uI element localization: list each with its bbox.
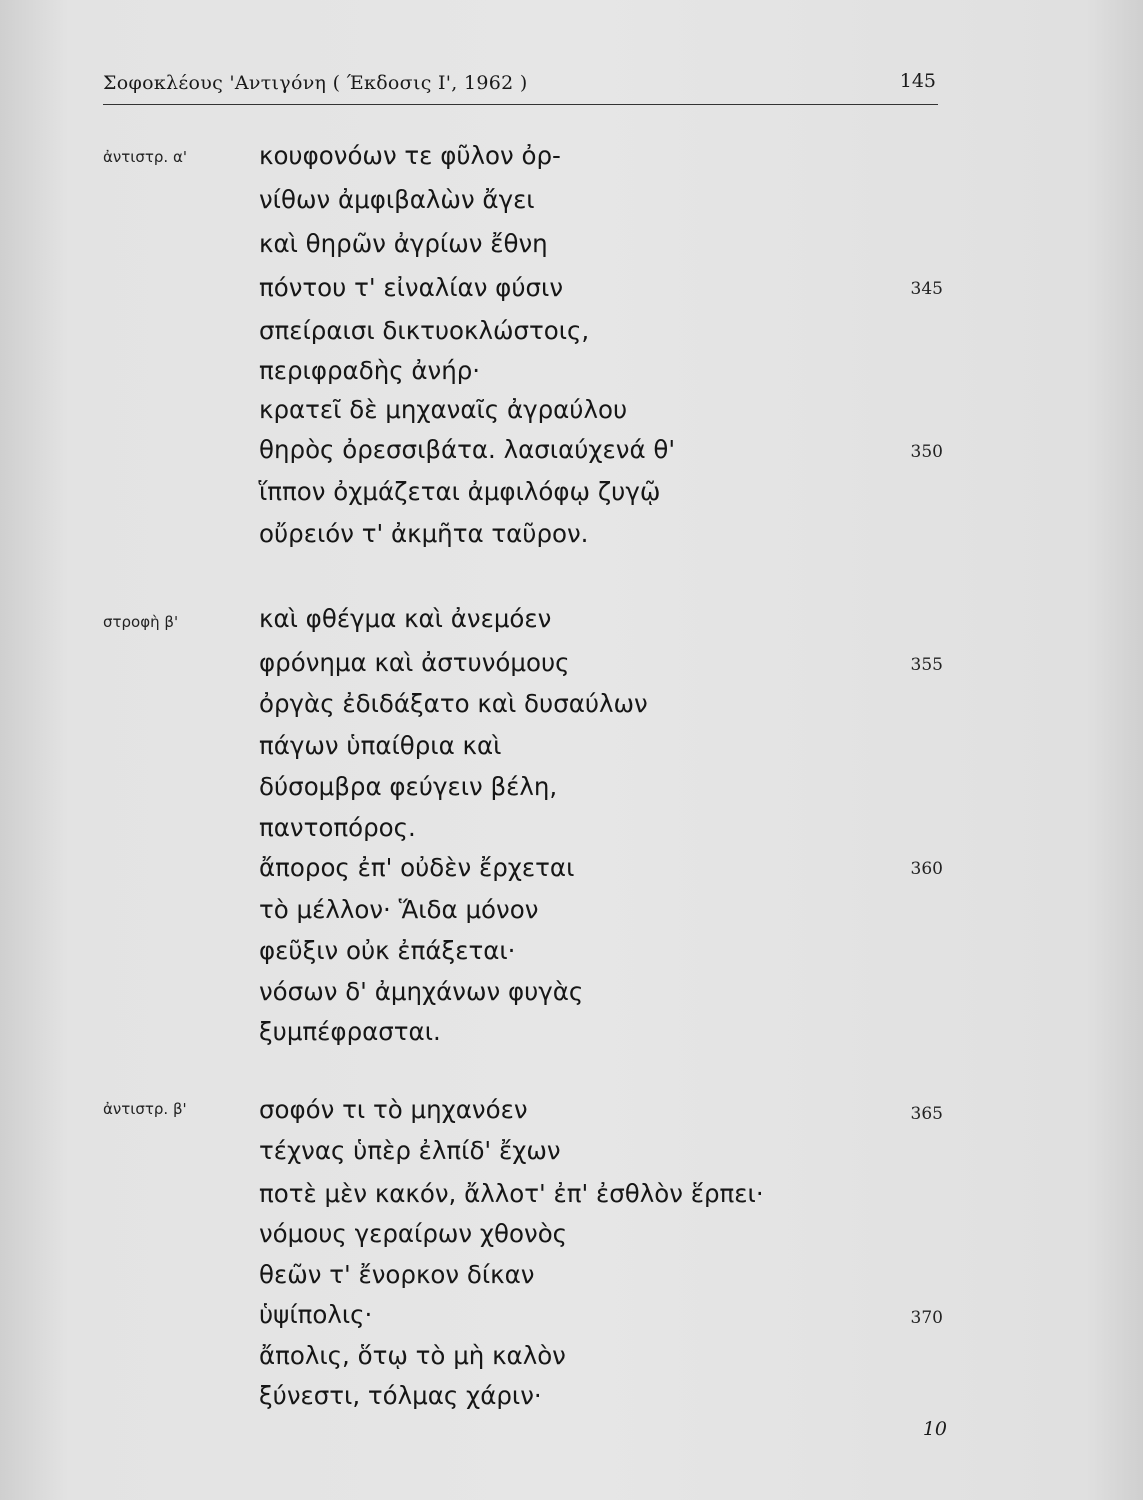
verse-line: νόμους γεραίρων χθονὸς xyxy=(259,1219,568,1248)
line-number: 350 xyxy=(910,442,943,462)
line-number: 360 xyxy=(910,859,943,879)
verse-line: περιφραδὴς ἀνήρ· xyxy=(259,356,481,385)
line-number: 345 xyxy=(910,279,943,299)
verse-line: νόσων δ' ἀμηχάνων φυγὰς xyxy=(259,977,584,1006)
verse-line: φρόνημα καὶ ἀστυνόμους xyxy=(259,648,570,677)
verse-line: καὶ θηρῶν ἀγρίων ἔθνη xyxy=(259,229,548,258)
verse-line: τὸ μέλλον· Ἅιδα μόνον xyxy=(259,895,539,924)
signature-mark: 10 xyxy=(922,1418,947,1440)
verse-line: θηρὸς ὀρεσσιβάτα. λασιαύχενά θ' xyxy=(259,435,676,464)
section-label-strophe-b: στροφὴ β' xyxy=(103,613,179,631)
line-number: 355 xyxy=(910,655,943,675)
verse-line: κουφονόων τε φῦλον ὀρ- xyxy=(259,141,561,170)
verse-line: δύσομβρα φεύγειν βέλη, xyxy=(259,772,558,801)
verse-line: ὑψίπολις· xyxy=(259,1300,373,1329)
line-number: 365 xyxy=(910,1104,943,1124)
running-header xyxy=(103,68,938,105)
verse-line: σπείραισι δικτυοκλώστοις, xyxy=(259,316,590,345)
verse-line: πόντου τ' εἰναλίαν φύσιν xyxy=(259,273,564,302)
header-title: Σοφοκλέους 'Αντιγόνη ( Έκδοσις Ι', 1962 ) xyxy=(103,72,528,94)
verse-line: κρατεῖ δὲ μηχαναῖς ἀγραύλου xyxy=(259,395,628,424)
section-label-antistrophe-b: ἀντιστρ. β' xyxy=(103,1100,187,1118)
line-number: 370 xyxy=(910,1308,943,1328)
verse-line: ποτὲ μὲν κακόν, ἄλλοτ' ἐπ' ἐσθλὸν ἕρπει· xyxy=(259,1179,764,1208)
verse-line: οὔρειόν τ' ἀκμῆτα ταῦρον. xyxy=(259,519,589,548)
verse-line: νίθων ἀμφιβαλὼν ἄγει xyxy=(259,185,535,214)
verse-line: φεῦξιν οὐκ ἐπάξεται· xyxy=(259,936,516,965)
verse-line: παντοπόρος. xyxy=(259,813,416,842)
verse-line: ὀργὰς ἐδιδάξατο καὶ δυσαύλων xyxy=(259,689,648,718)
verse-line: ἵππον ὀχμάζεται ἀμφιλόφῳ ζυγῷ xyxy=(259,477,661,506)
verse-line: ξυμπέφρασται. xyxy=(259,1017,441,1046)
verse-line: ἄπολις, ὅτῳ τὸ μὴ καλὸν xyxy=(259,1341,566,1370)
verse-line: καὶ φθέγμα καὶ ἀνεμόεν xyxy=(259,604,552,633)
verse-line: ἄπορος ἐπ' οὐδὲν ἔρχεται xyxy=(259,853,575,882)
verse-line: θεῶν τ' ἔνορκον δίκαν xyxy=(259,1260,535,1289)
verse-line: πάγων ὑπαίθρια καὶ xyxy=(259,731,502,760)
verse-line: τέχνας ὑπὲρ ἐλπίδ' ἔχων xyxy=(259,1136,561,1165)
section-label-antistrophe-a: ἀντιστρ. α' xyxy=(103,148,187,166)
verse-line: ξύνεστι, τόλμας χάριν· xyxy=(259,1381,542,1410)
page-number: 145 xyxy=(899,70,936,92)
verse-line: σοφόν τι τὸ μηχανόεν xyxy=(259,1095,528,1124)
